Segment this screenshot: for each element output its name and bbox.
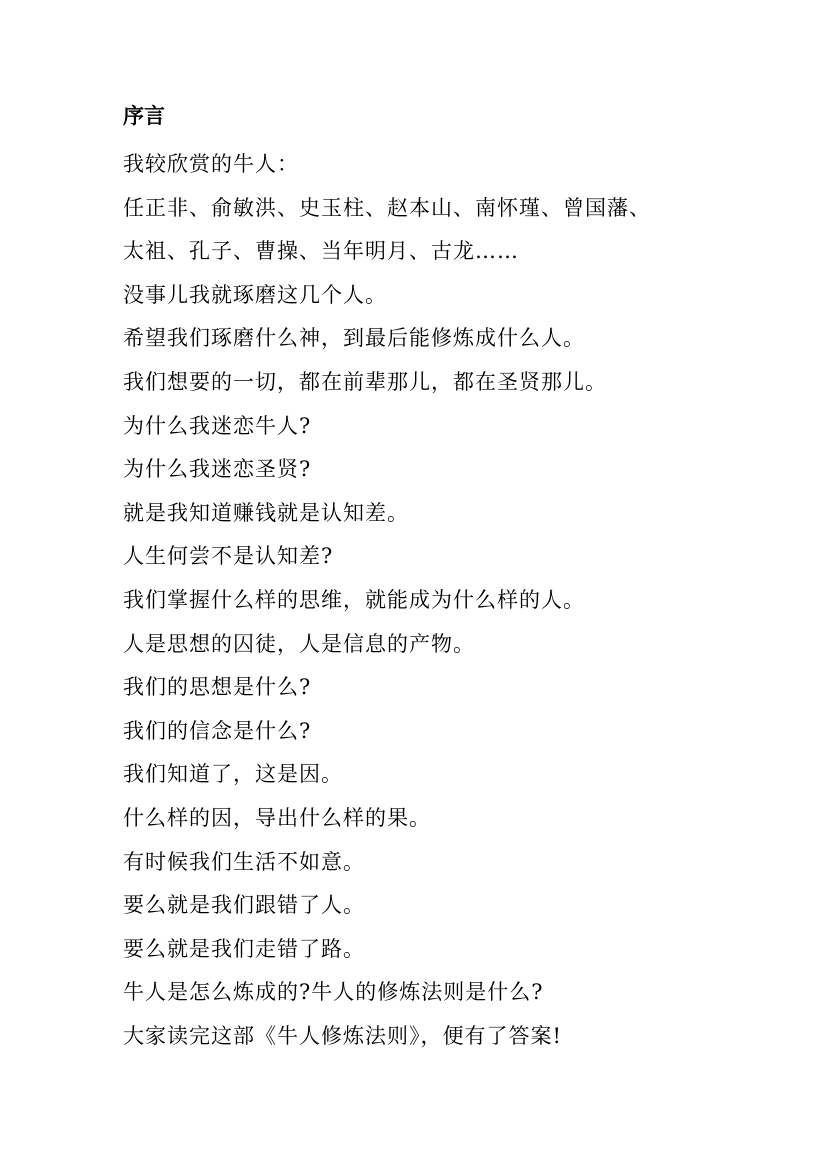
text-line: 任正非、俞敏洪、史玉柱、赵本山、南怀瑾、曾国藩、 bbox=[123, 195, 651, 220]
section-title: 序言 bbox=[123, 104, 165, 128]
text-line: 什么样的因，导出什么样的果。 bbox=[123, 805, 431, 830]
text-line: 人生何尝不是认知差? bbox=[123, 544, 334, 569]
text-line: 牛人是怎么炼成的?牛人的修炼法则是什么? bbox=[123, 980, 544, 1005]
text-line: 为什么我迷恋牛人? bbox=[123, 413, 312, 438]
text-line: 要么就是我们走错了路。 bbox=[123, 936, 365, 961]
text-line: 有时候我们生活不如意。 bbox=[123, 849, 365, 874]
text-line: 为什么我迷恋圣贤? bbox=[123, 457, 312, 482]
text-line: 没事儿我就琢磨这几个人。 bbox=[123, 282, 387, 307]
text-line: 太祖、孔子、曹操、当年明月、古龙…… bbox=[123, 239, 519, 264]
text-line: 大家读完这部《牛人修炼法则》，便有了答案! bbox=[123, 1023, 562, 1048]
text-line: 我们掌握什么样的思维，就能成为什么样的人。 bbox=[123, 587, 585, 612]
text-line: 要么就是我们跟错了人。 bbox=[123, 893, 365, 918]
text-line: 我们想要的一切，都在前辈那儿，都在圣贤那儿。 bbox=[123, 369, 607, 394]
paragraph-lines bbox=[123, 143, 723, 1058]
text-line: 希望我们琢磨什么神，到最后能修炼成什么人。 bbox=[123, 326, 585, 351]
text-line: 我们知道了，这是因。 bbox=[123, 762, 343, 787]
text-line: 人是思想的囚徒，人是信息的产物。 bbox=[123, 631, 475, 656]
text-line: 我们的思想是什么? bbox=[123, 675, 312, 700]
text-line: 我较欣赏的牛人： bbox=[123, 152, 299, 176]
text-line: 我们的信念是什么? bbox=[123, 718, 312, 743]
text-line: 就是我知道赚钱就是认知差。 bbox=[123, 500, 409, 525]
